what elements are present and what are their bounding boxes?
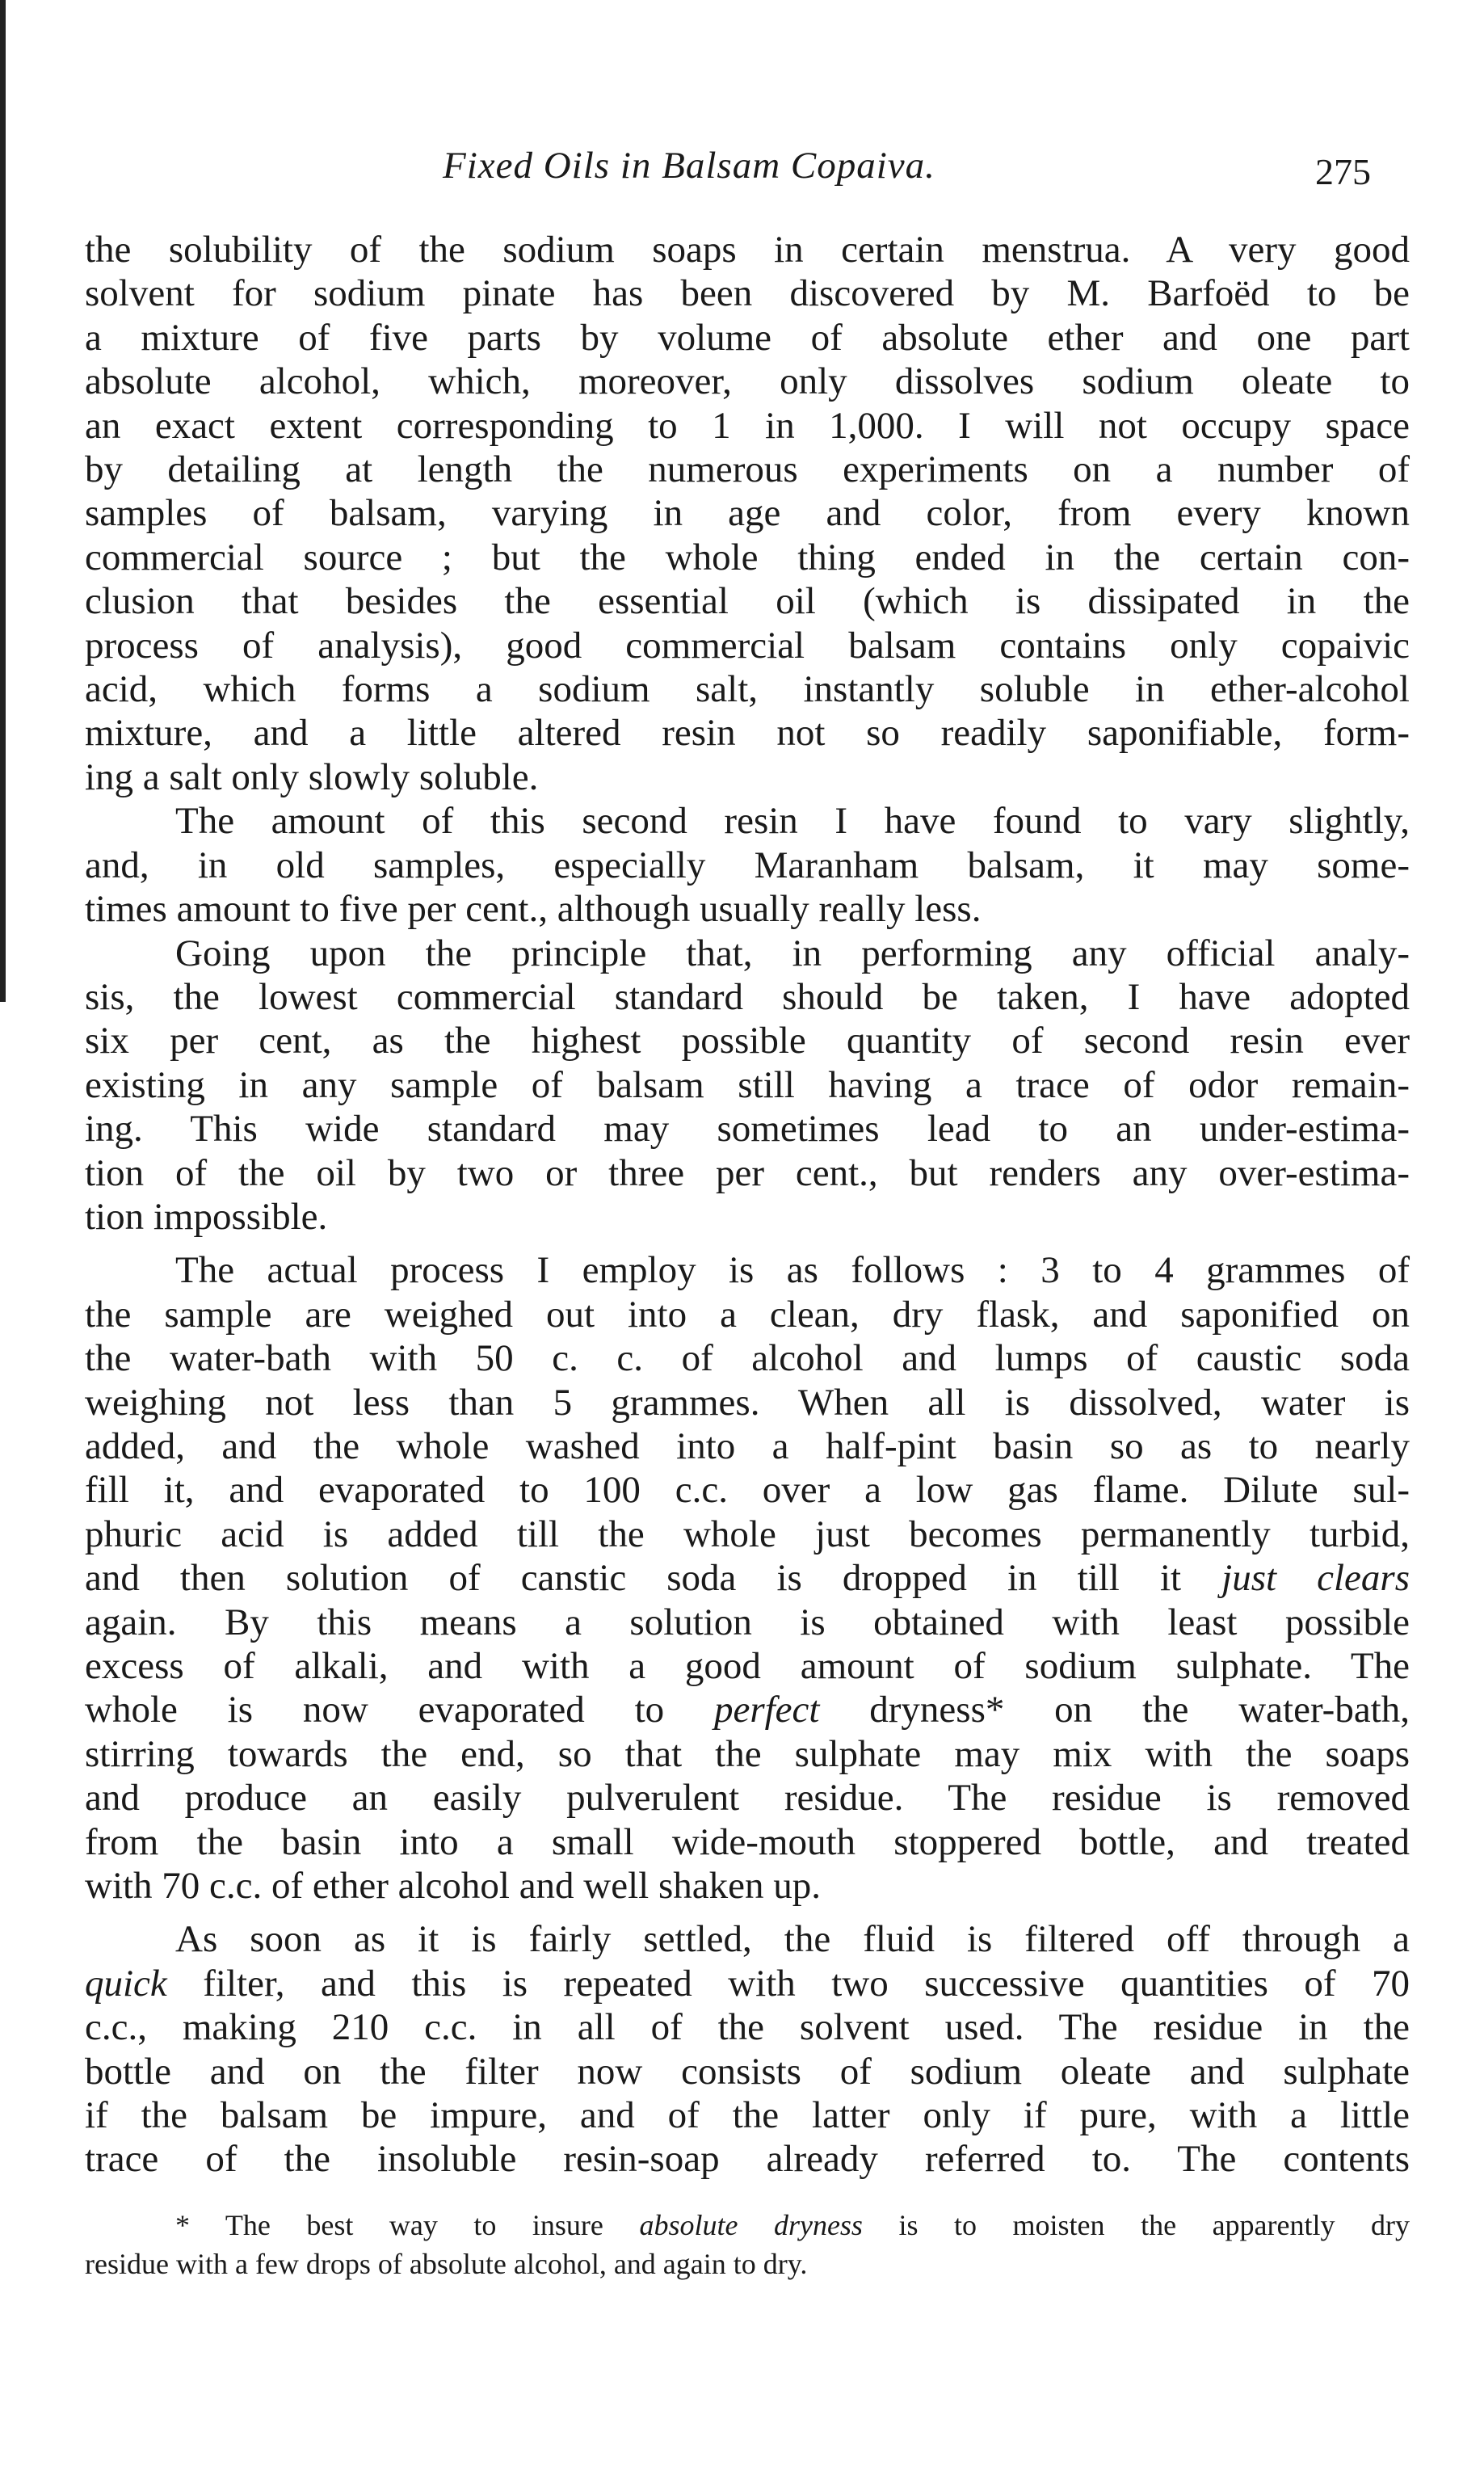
text-line: an exact extent corresponding to 1 in 1,000. I will not occupy space: [85, 404, 1410, 447]
text-line: ing. This wide standard may sometimes lead to an under-estima-: [85, 1108, 1410, 1151]
text-line: with 70 c.c. of ether alcohol and well shaken up.: [85, 1865, 821, 1908]
footnote: [85, 2206, 1410, 2283]
text-line: sis, the lowest commercial standard should be taken, I have adopted: [85, 975, 1410, 1018]
text-line: again. By this means a solution is obtained with least possible: [85, 1601, 1410, 1643]
text-line: The amount of this second resin I have found to vary slightly,: [175, 800, 1410, 843]
text-line: phuric acid is added till the whole just becomes permanently turbid,: [85, 1513, 1410, 1555]
text-line: and produce an easily pulverulent residue. The residue is removed: [85, 1777, 1410, 1820]
body-text: [85, 228, 1410, 2182]
paragraph-1: [85, 228, 1410, 799]
text-line: tion impossible.: [85, 1195, 328, 1238]
text-line: by detailing at length the numerous experiments on a number of: [85, 448, 1410, 491]
text-line: c.c., making 210 c.c. in all of the solvent used. The residue in the: [85, 2006, 1410, 2049]
paragraph-5: [85, 1917, 1410, 2181]
text-line: mixture, and a little altered resin not so readily saponifiable, form-: [85, 712, 1410, 755]
text-line: the solubility of the sodium soaps in certain menstrua. A very good: [85, 229, 1410, 271]
italic-run: perfect: [713, 1689, 820, 1731]
text-run: and then solution of canstic soda is dropped in till it: [85, 1557, 1222, 1600]
text-run: * The best way to insure: [175, 2209, 640, 2241]
text-line: if the balsam be impure, and of the latter only if pure, with a little: [85, 2094, 1410, 2137]
text-line: existing in any sample of balsam still having a trace of odor remain-: [85, 1063, 1410, 1106]
text-line: ing a salt only slowly soluble.: [85, 755, 539, 798]
text-run: is to moisten the apparently dry: [862, 2209, 1410, 2241]
text-line: commercial source ; but the whole thing ended in the certain con-: [85, 536, 1410, 579]
text-line: As soon as it is fairly settled, the fluid is filtered off through a: [175, 1918, 1410, 1961]
text-line: bottle and on the filter now consists of sodium oleate and sulphate: [85, 2050, 1410, 2093]
text-line: samples of balsam, varying in age and color, from every known: [85, 492, 1410, 535]
italic-run: absolute dryness: [639, 2209, 863, 2241]
text-line: the sample are weighed out into a clean, dry flask, and saponified on: [85, 1293, 1410, 1336]
text-line: excess of alkali, and with a good amount of sodium sulphate. The: [85, 1645, 1410, 1687]
paragraph-4: [85, 1248, 1410, 1908]
text-line: Going upon the principle that, in performing any official analy-: [175, 932, 1410, 974]
footnote-line: residue with a few drops of absolute alcohol, and again to dry.: [85, 2248, 808, 2280]
text-line: the water-bath with 50 c. c. of alcohol and lumps of caustic soda: [85, 1337, 1410, 1380]
text-run: whole is now evaporated to: [85, 1689, 714, 1731]
text-line: times amount to five per cent., although usually really less.: [85, 888, 982, 931]
running-title: Fixed Oils in Balsam Copaiva.: [443, 145, 935, 187]
text-line: a mixture of five parts by volume of absolute ether and one part: [85, 316, 1410, 359]
text-line: [85, 1962, 1410, 2005]
page-number: 275: [1315, 151, 1371, 192]
text-line: solvent for sodium pinate has been discovered by M. Barfoëd to be: [85, 272, 1410, 315]
text-line: absolute alcohol, which, moreover, only dissolves sodium oleate to: [85, 360, 1410, 403]
text-line: acid, which forms a sodium salt, instantly soluble in ether-alcohol: [85, 668, 1410, 711]
text-run: dryness* on the water-bath,: [819, 1689, 1410, 1731]
text-line: fill it, and evaporated to 100 c.c. over a low gas flame. Dilute sul-: [85, 1469, 1410, 1512]
text-line: stirring towards the end, so that the sulphate may mix with the soaps: [85, 1732, 1410, 1775]
footnote-line: [85, 2206, 1410, 2245]
paragraph-2: [85, 799, 1410, 931]
text-line: trace of the insoluble resin-soap already referred to. The contents: [85, 2138, 1410, 2181]
text-line: tion of the oil by two or three per cent., but renders any over-estima-: [85, 1151, 1410, 1194]
italic-run: just clears: [1221, 1557, 1410, 1600]
text-line: The actual process I employ is as follows : 3 to 4 grammes of: [175, 1249, 1410, 1292]
paragraph-3: [85, 932, 1410, 1239]
text-line: six per cent, as the highest possible quantity of second resin ever: [85, 1020, 1410, 1062]
text-line: weighing not less than 5 grammes. When all is dissolved, water is: [85, 1381, 1410, 1424]
text-line: [85, 1556, 1410, 1600]
text-line: added, and the whole washed into a half-pint basin so as to nearly: [85, 1424, 1410, 1467]
text-line: process of analysis), good commercial balsam contains only copaivic: [85, 624, 1410, 667]
text-line: and, in old samples, especially Maranham balsam, it may some-: [85, 844, 1410, 886]
text-line: [85, 1688, 1410, 1731]
text-run: filter, and this is repeated with two successive quantities of 70: [166, 1962, 1410, 2005]
running-head: [0, 141, 1484, 206]
text-line: clusion that besides the essential oil (which is dissipated in the: [85, 580, 1410, 623]
italic-run: quick: [85, 1962, 167, 2005]
text-line: from the basin into a small wide-mouth stoppered bottle, and treated: [85, 1820, 1410, 1863]
